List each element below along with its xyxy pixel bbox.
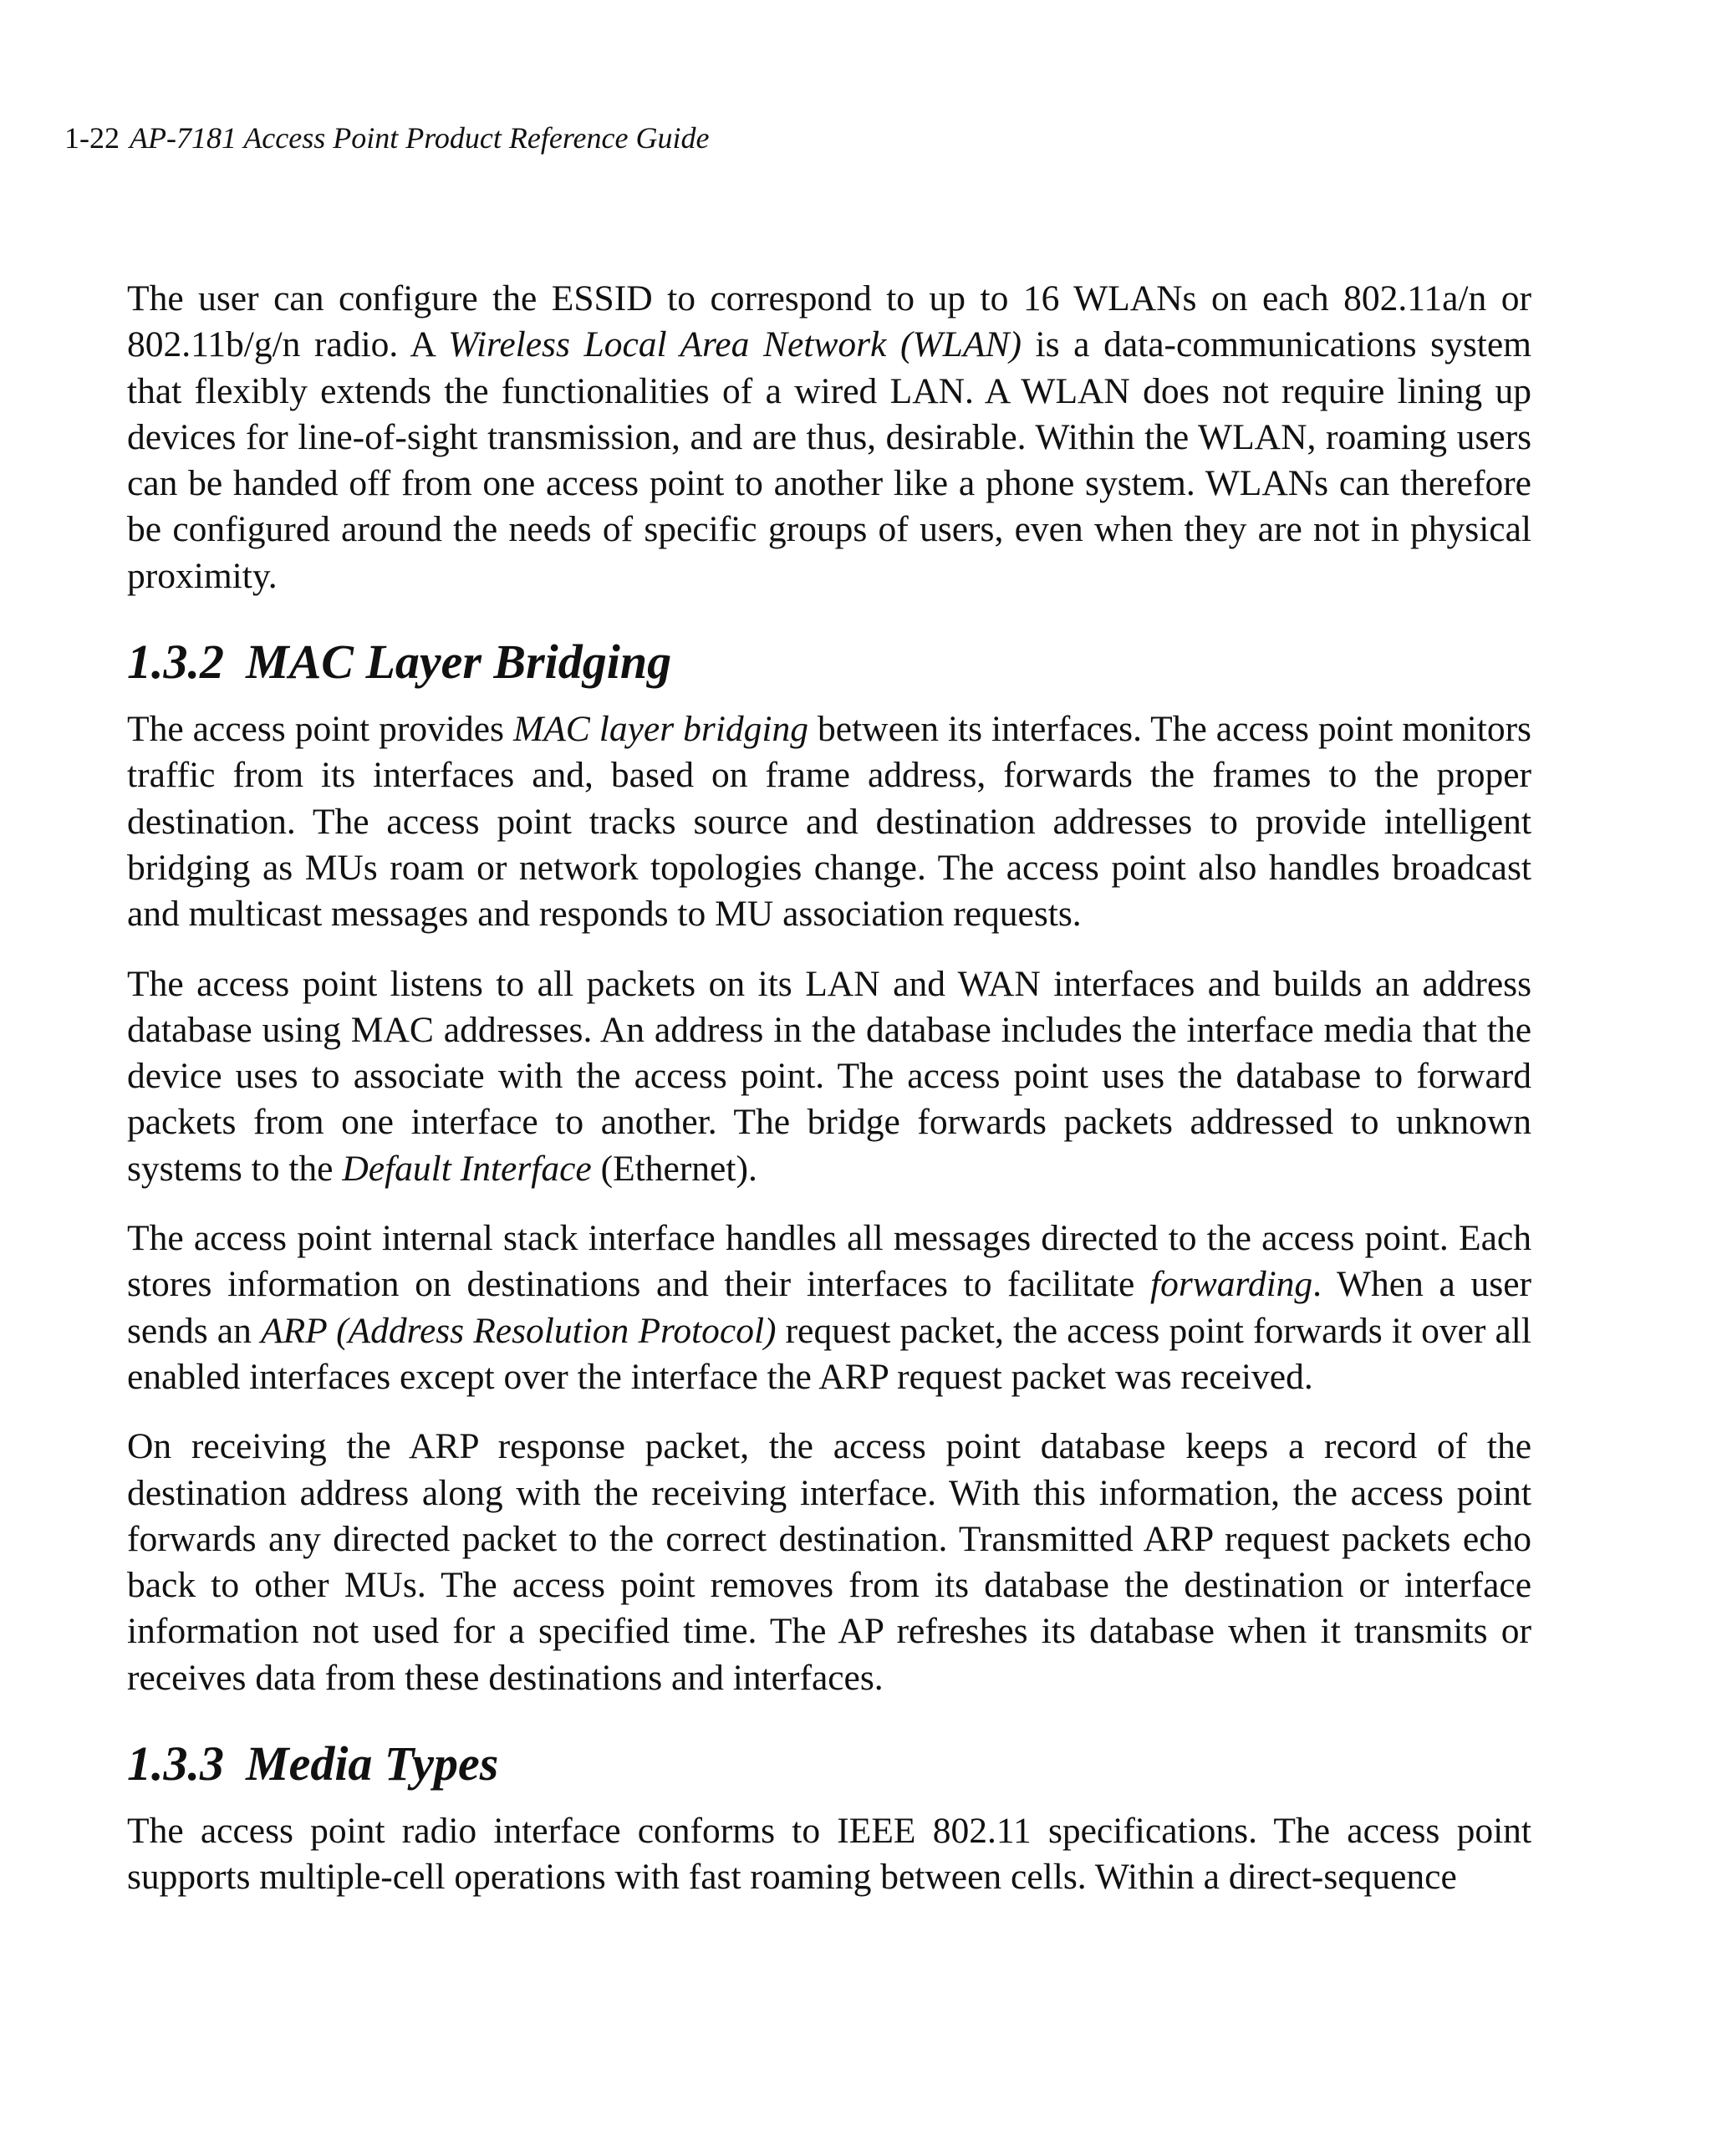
running-header <box>64 117 709 159</box>
text-run: (Ethernet). <box>591 1148 757 1189</box>
text-run: between its interfaces. The access point monitors traffic from its interfaces and, based on frame address, forwards the frames to the proper destination. The access point tracks source and destination addresses to provide intelligent bridging as MUs roam or network topologies change. The access point also handles broadcast and multicast messages and responds to MU association requests. <box>127 709 1531 935</box>
paragraph <box>127 706 1531 937</box>
paragraph <box>127 1216 1531 1400</box>
book-title: AP-7181 Access Point Product Reference Guide <box>130 121 710 155</box>
paragraph <box>127 961 1531 1192</box>
term-mac-layer-bridging: MAC layer bridging <box>512 709 809 750</box>
section-number: 1.3.2 <box>127 635 224 690</box>
term-wlan: Wireless Local Area Network (WLAN) <box>448 324 1022 365</box>
page-body <box>127 276 1531 1901</box>
intro-paragraph <box>127 276 1531 599</box>
page-number: 1-22 <box>64 121 120 155</box>
term-default-interface: Default Interface <box>342 1148 592 1189</box>
term-arp: ARP (Address Resolution Protocol) <box>261 1310 777 1351</box>
term-forwarding: forwarding <box>1149 1264 1313 1305</box>
section-number: 1.3.3 <box>127 1736 224 1792</box>
section-title: Media Types <box>246 1736 499 1792</box>
text-run: request packet, the access point forwards it over all enabled interfaces except over the interface the ARP request packet was received. <box>127 1310 1531 1397</box>
section-title: MAC Layer Bridging <box>246 635 672 690</box>
text-run: The access point provides <box>127 709 513 750</box>
text-run: The access point internal stack interface handles all messages directed to the access point. Each stores information on destinations and their interfaces to facilitate <box>127 1218 1531 1305</box>
text-run: The access point listens to all packets on its LAN and WAN interfaces and builds an address database using MAC addresses. An address in the database includes the interface media that the device uses to associate with the access point. The access point uses the database to forward packets from one interface to another. The bridge forwards packets addressed to unknown systems to the <box>127 963 1531 1189</box>
section-heading-mac-layer-bridging <box>127 633 1531 691</box>
paragraph: On receiving the ARP response packet, the access point database keeps a record of the destination address along with the receiving interface. With this information, the access point forwards any directed packet to the correct destination. Transmitted ARP request packets echo back to other MUs. The access point removes from its database the destination or interface information not used for a specified time. The AP refreshes its database when it transmits or receives data from these destinations and interfaces. <box>127 1426 1531 1698</box>
text-run: . When a user sends an <box>127 1264 1531 1351</box>
section-heading-media-types <box>127 1735 1531 1793</box>
text-run: is a data-communications system that flexibly extends the functionalities of a wired LAN. A WLAN does not require lining up devices for line-of-sight transmission, and are thus, desirable. Within the WLAN, roaming users can be handed off from one access point to another like a phone system. WLANs can therefore be configured around the needs of specific groups of users, even when they are not in physical proximity. <box>127 324 1531 596</box>
paragraph: The access point radio interface conforms to IEEE 802.11 specifications. The access point supports multiple-cell operations with fast roaming between cells. Within a direct-sequence <box>127 1811 1531 1898</box>
text-run: The user can configure the ESSID to correspond to up to 16 WLANs on each 802.11a/n or 802.11b/g/n radio. A <box>127 278 1531 365</box>
